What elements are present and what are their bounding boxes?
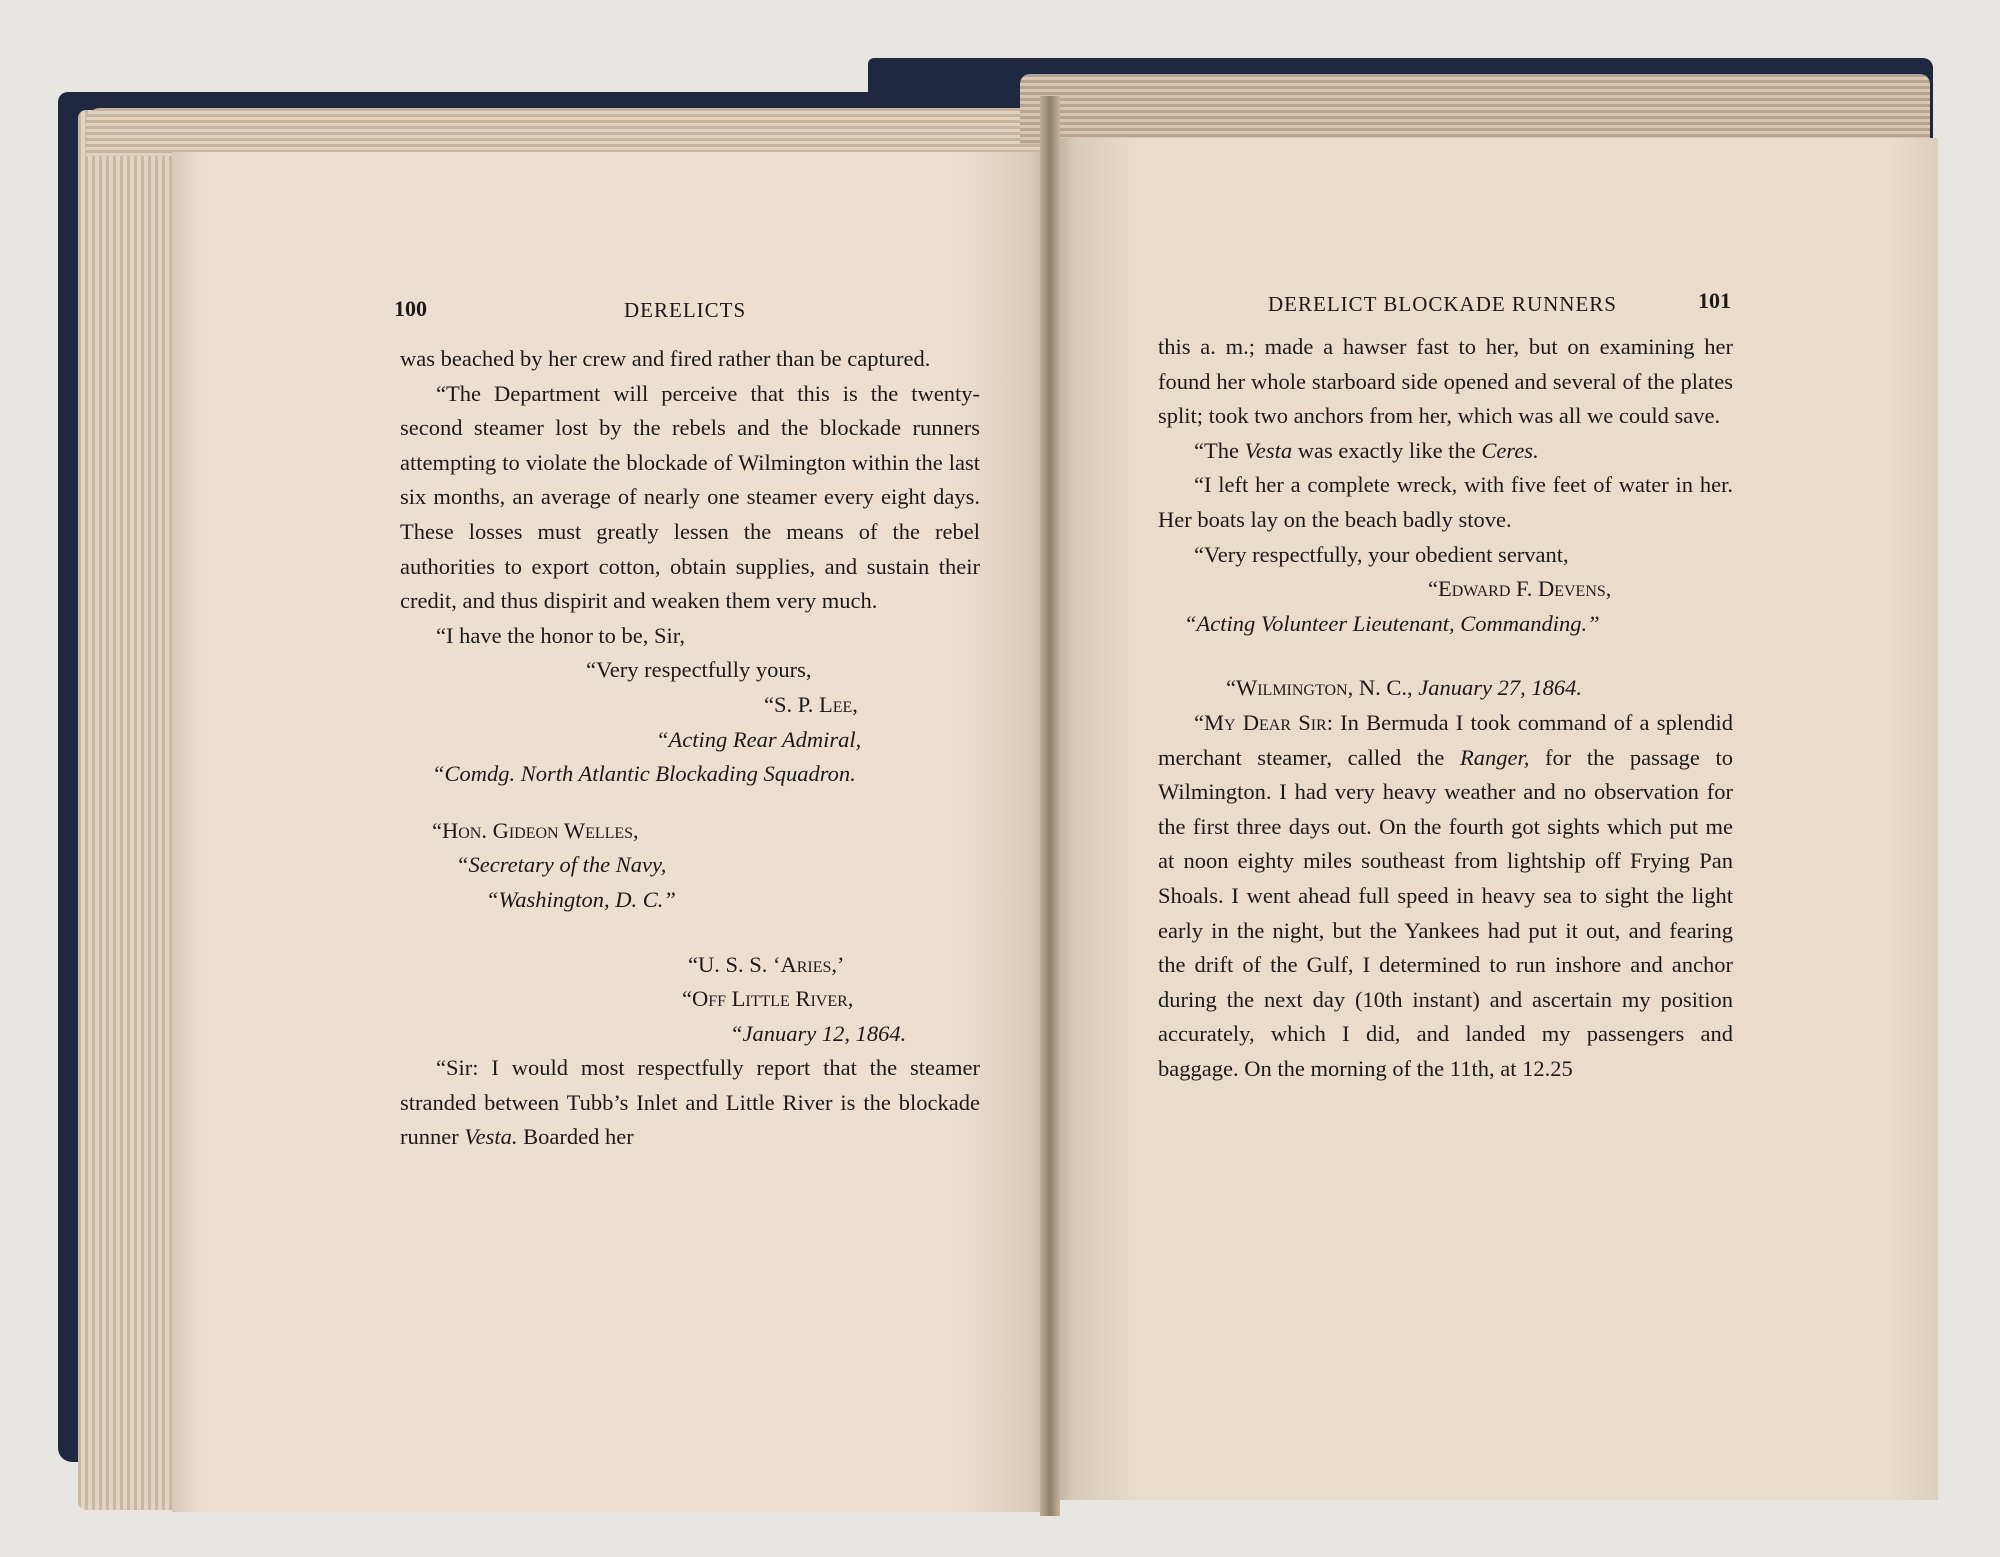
- right-page-number: 101: [1698, 288, 1731, 313]
- signature-command: “Comdg. North Atlantic Blockading Squadron.: [432, 761, 856, 787]
- right-running-head: DERELICT BLOCKADE RUNNERS: [1268, 292, 1617, 316]
- paragraph: “I left her a complete wreck, with five feet of water in her. Her boats lay on the beach badly stove.: [1158, 472, 1733, 532]
- left-page-text: [400, 342, 980, 1155]
- paragraph-text: In Bermuda I took command of a splendid merchant steamer, called the: [1158, 709, 1733, 770]
- dateline-place: “Wilmington, N. C.,: [1226, 675, 1413, 701]
- paragraph-text: for the passage to Wilmington. I had very heavy weather and no observation for the first three days out. On the fourth got sights which put me at noon eighty miles southeast from lightship off Frying Pan Shoals. I went ahead full speed in heavy sea to sight the light early in the night, but the Yankees had put it out, and fearing the drift of the Gulf, I determined to run inshore and anchor during the next day (10th instant) and ascertain my position accurately, which I did, and landed my passengers and baggage. On the morning of the 11th, at 12.25: [1158, 744, 1734, 1081]
- signature: “S. P. Lee,: [764, 691, 858, 717]
- letter-ship: “U. S. S. ‘Aries,’: [688, 951, 845, 977]
- paragraph: was beached by her crew and fired rather than be captured.: [400, 346, 931, 371]
- paragraph: “The Department will perceive that this is the twenty-second steamer lost by the rebels and the blockade runners attempting to violate the blockade of Wilmington within the last six months, an average of nearly one steamer every eight days. These losses must greatly lessen the means of the rebel authorities to export cotton, obtain supplies, and sustain their credit, and thus dispirit and weaken them very much.: [400, 380, 980, 614]
- dateline-date: January 27, 1864.: [1418, 675, 1582, 701]
- page-edges-top-left: [86, 108, 1046, 156]
- dateline: [1158, 671, 1733, 706]
- paragraph: “I have the honor to be, Sir,: [436, 622, 686, 648]
- paragraph: [1158, 706, 1733, 1087]
- paragraph-text: was exactly like the: [1297, 437, 1476, 463]
- book-gutter: [1040, 96, 1060, 1516]
- paragraph-text: “The: [1194, 437, 1239, 463]
- letter-location: “Off Little River,: [682, 986, 854, 1012]
- closing: “Very respectfully yours,: [586, 657, 812, 683]
- page-edges-top-right: [1020, 74, 1930, 144]
- vessel-name: Vesta.: [464, 1124, 518, 1150]
- ship-name: Ceres.: [1481, 437, 1539, 463]
- left-page-number: 100: [394, 296, 427, 321]
- right-page-text: [1158, 330, 1733, 1086]
- addressee-title: “Secretary of the Navy,: [456, 852, 667, 878]
- paragraph-text: Boarded her: [523, 1124, 634, 1150]
- ship-name: Ranger,: [1460, 744, 1530, 770]
- vessel-name: Vesta: [1244, 437, 1293, 463]
- paragraph-text: “Sir: I would most respectfully report that the steamer stranded between Tubb’s Inlet and Little River is the blockade runner: [400, 1055, 980, 1150]
- signature: “Edward F. Devens,: [1428, 576, 1612, 602]
- signature-rank: “Acting Rear Admiral,: [656, 726, 862, 752]
- addressee: “Hon. Gideon Welles,: [432, 817, 639, 843]
- left-running-head: DERELICTS: [624, 298, 747, 322]
- paragraph: [1158, 434, 1733, 469]
- closing: “Very respectfully, your obedient servant,: [1194, 541, 1569, 567]
- letter-date: “January 12, 1864.: [730, 1020, 907, 1046]
- addressee-place: “Washington, D. C.”: [486, 886, 676, 912]
- paragraph: [400, 1051, 980, 1155]
- paragraph: this a. m.; made a hawser fast to her, but on examining her found her whole starboard side opened and several of the plates split; took two anchors from her, which was all we could save.: [1158, 334, 1733, 429]
- salutation: “My Dear Sir:: [1194, 709, 1333, 735]
- signature-rank: “Acting Volunteer Lieutenant, Commanding.”: [1184, 610, 1600, 636]
